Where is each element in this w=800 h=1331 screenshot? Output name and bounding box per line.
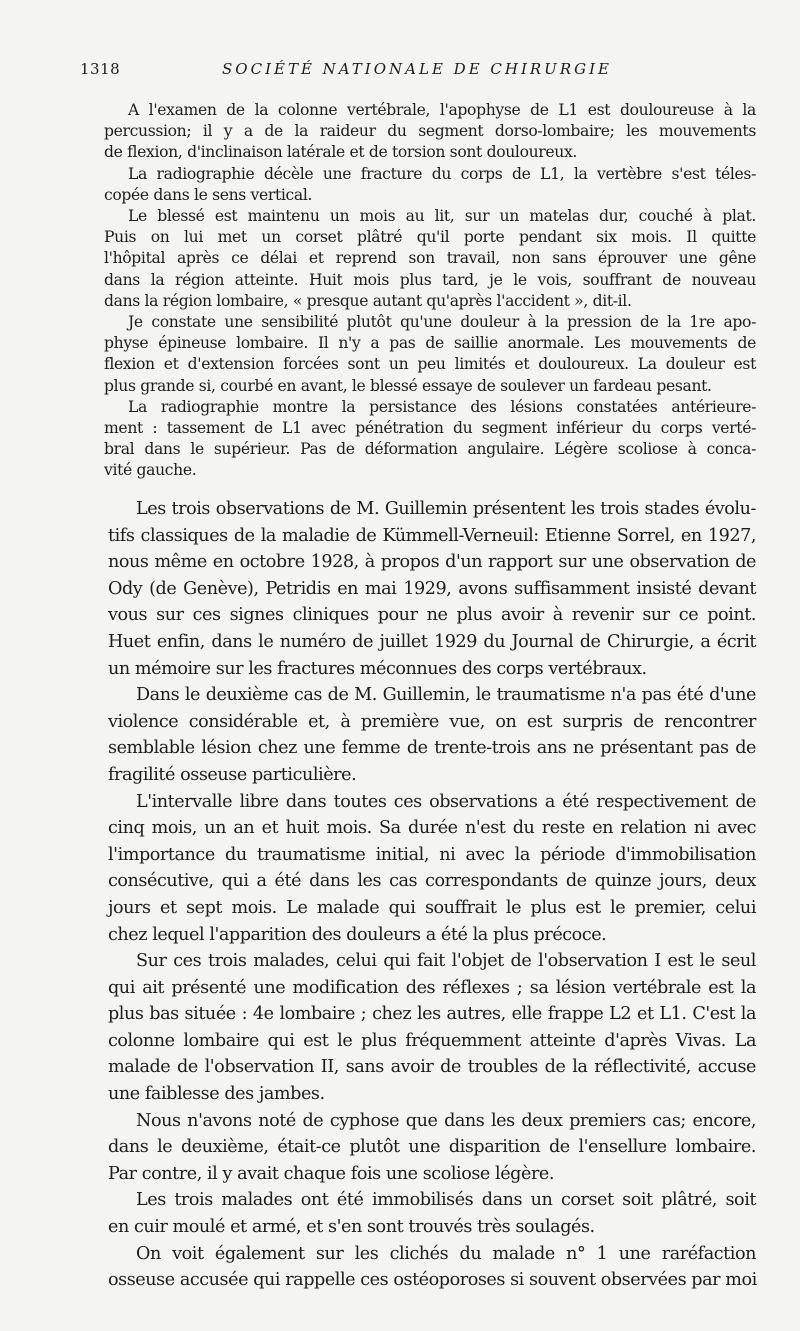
text-line: semblable lésion chez une femme de trente-trois ans ne présentant pas de (108, 738, 756, 759)
text-line: qui ait présenté une modification des réflexes ; sa lésion vertébrale est la (108, 977, 756, 998)
paragraph (80, 397, 756, 482)
text-line: L'intervalle libre dans toutes ces observations a été respectivement de (136, 791, 756, 812)
text-line: fragilité osseuse particulière. (108, 764, 357, 785)
text-line: jours et sept mois. Le malade qui souffrait le plus est le premier, celui (108, 897, 756, 918)
text-line: Sur ces trois malades, celui qui fait l'objet de l'observation I est le seul (136, 951, 756, 972)
text-line: en cuir moulé et armé, et s'en sont trouvés très soulagés. (108, 1217, 595, 1238)
text-line: copée dans le sens vertical. (104, 185, 313, 204)
paragraph (80, 206, 756, 312)
discussion-text-block (80, 496, 756, 1294)
text-line: violence considérable et, à première vue, on est surpris de rencontrer (108, 711, 756, 732)
text-line: une faiblesse des jambes. (108, 1084, 325, 1105)
text-line: malade de l'observation II, sans avoir de troubles de la réflectivité, accuse (108, 1057, 756, 1078)
text-line: Les trois observations de M. Guillemin présentent les trois stades évolu- (136, 499, 756, 519)
text-line: tifs classiques de la maladie de Kümmell-Verneuil: Etienne Sorrel, en 1927, (108, 525, 756, 546)
text-line: Huet enfin, dans le numéro de juillet 1929 du Journal de Chirurgie, a écrit (108, 631, 756, 652)
text-line: Par contre, il y avait chaque fois une scoliose légère. (108, 1163, 555, 1184)
paragraph (80, 1187, 756, 1240)
text-line: plus bas située : 4e lombaire ; chez les autres, elle frappe L2 et L1. C'est la (108, 1004, 756, 1025)
paragraph (80, 789, 756, 949)
text-line: Puis on lui met un corset plâtré qu'il porte pendant six mois. Il quitte (104, 228, 756, 247)
text-line: ment : tassement de L1 avec pénétration du segment inférieur du corps verté- (104, 419, 756, 438)
page-number: 1318 (80, 60, 121, 78)
paragraph (80, 100, 756, 164)
text-line: vous sur ces signes cliniques pour ne plus avoir à revenir sur ce point. (108, 605, 756, 626)
text-line: Je constate une sensibilité plutôt qu'une douleur à la pression de la 1re apo- (128, 313, 756, 332)
paragraph (80, 682, 756, 788)
text-line: chez lequel l'apparition des douleurs a été la plus précoce. (108, 924, 607, 945)
text-line: nous même en octobre 1928, à propos d'un rapport sur une observation de (108, 552, 756, 573)
text-line: osseuse accusée qui rappelle ces ostéoporoses si souvent observées par moi (108, 1270, 757, 1291)
text-line: consécutive, qui a été dans les cas correspondants de quinze jours, deux (108, 871, 756, 892)
text-line: A l'examen de la colonne vertébrale, l'apophyse de L1 est douloureuse à la (128, 101, 756, 119)
text-line: vité gauche. (104, 461, 197, 480)
text-line: Dans le deuxième cas de M. Guillemin, le traumatisme n'a pas été d'une (136, 685, 756, 706)
paragraph (80, 164, 756, 206)
text-line: Les trois malades ont été immobilisés dans un corset soit plâtré, soit (136, 1190, 756, 1211)
text-line: On voit également sur les clichés du malade n° 1 une raréfaction (136, 1243, 756, 1264)
text-line: cinq mois, un an et huit mois. Sa durée n'est du reste en relation ni avec (108, 818, 756, 839)
text-line: dans la région lombaire, « presque autant qu'après l'accident », dit-il. (104, 291, 632, 310)
page-header (80, 60, 754, 84)
text-line: bral dans le supérieur. Pas de déformation angulaire. Légère scoliose à conca- (104, 440, 756, 459)
text-line: flexion et d'extension forcées sont un peu limités et douloureux. La douleur est (104, 355, 756, 374)
text-line: colonne lombaire qui est le plus fréquemment atteinte d'après Vivas. La (108, 1030, 756, 1051)
text-line: physe épineuse lombaire. Il n'y a pas de saillie anormale. Les mouvements de (104, 334, 756, 353)
text-line: La radiographie décèle une fracture du corps de L1, la vertèbre s'est téles- (128, 164, 756, 183)
running-title: SOCIÉTÉ NATIONALE DE CHIRURGIE (222, 60, 612, 78)
paragraph (80, 1108, 756, 1188)
text-line: Le blessé est maintenu un mois au lit, sur un matelas dur, couché à plat. (128, 207, 756, 226)
text-line: l'importance du traumatisme initial, ni avec la période d'immobilisation (108, 844, 756, 865)
text-line: dans le deuxième, était-ce plutôt une disparition de l'ensellure lombaire. (108, 1137, 756, 1158)
paragraph (80, 948, 756, 1108)
text-line: Nous n'avons noté de cyphose que dans les deux premiers cas; encore, (136, 1110, 756, 1131)
text-line: l'hôpital après ce délai et reprend son travail, non sans éprouver une gêne (104, 249, 756, 268)
text-line: plus grande si, courbé en avant, le blessé essaye de soulever un fardeau pesant. (104, 376, 712, 395)
text-line: La radiographie montre la persistance des lésions constatées antérieure- (128, 397, 756, 416)
text-line: un mémoire sur les fractures méconnues des corps vertébraux. (108, 658, 647, 679)
paragraph (80, 312, 756, 397)
text-line: de flexion, d'inclinaison latérale et de torsion sont douloureux. (104, 143, 578, 162)
text-line: percussion; il y a de la raideur du segment dorso-lombaire; les mouvements (104, 122, 756, 141)
text-line: Ody (de Genève), Petridis en mai 1929, avons suffisamment insisté devant (108, 578, 756, 599)
paragraph (80, 1241, 756, 1294)
observation-text-block (80, 100, 756, 482)
text-line: dans la région atteinte. Huit mois plus tard, je le vois, souffrant de nouveau (104, 270, 756, 289)
paragraph (80, 496, 756, 682)
